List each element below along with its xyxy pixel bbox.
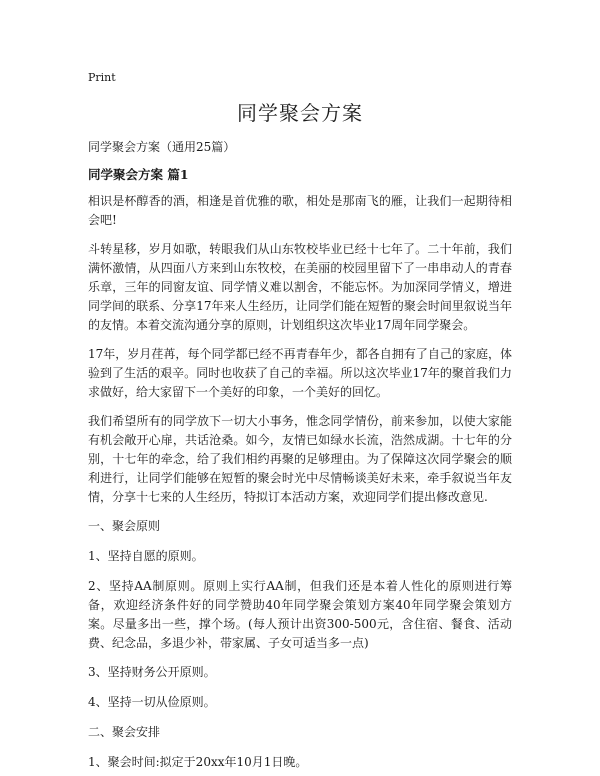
document-title: 同学聚会方案 bbox=[237, 101, 363, 125]
paragraph-background: 斗转星移，岁月如歌，转眼我们从山东牧校毕业已经十七年了。二十年前，我们满怀激情，从四面八方来到山东牧校，在美丽的校园里留下了一串串动人的青春乐章，三年的同窗友谊、同学情义难以割舍，不能忘怀。为加深同学情义，增进同学间的联系、分享17年来人生经历，让同学们能在短暂的聚会时间里叙说当年的友情。本着交流沟通分享的原则，计划组织这次毕业17周年同学聚会。 bbox=[88, 242, 512, 332]
paragraph-intro: 相识是杯醇香的酒，相逢是首优雅的歌，相处是那南飞的雁，让我们一起期待相会吧! bbox=[88, 194, 512, 227]
arrangement-time: 1、聚会时间:拟定于20xx年10月1日晚。 bbox=[88, 755, 308, 769]
principle-frugal: 4、坚持一切从俭原则。 bbox=[88, 695, 216, 709]
section-heading: 同学聚会方案 篇1 bbox=[88, 167, 189, 182]
principle-aa: 2、坚持AA制原则。原则上实行AA制，但我们还是本着人性化的原则进行筹备，欢迎经济条件好的同学赞助40年同学聚会策划方案40年同学聚会策划方案。尽量多出一些，撑个场。(每人预计出资300-500元，含住宿、餐食、活动费、纪念品，多退少补，带家属、子女可适当多一点) bbox=[88, 579, 512, 650]
heading-principles: 一、聚会原则 bbox=[88, 519, 161, 533]
paragraph-invitation: 我们希望所有的同学放下一切大小事务，惟念同学情份，前来参加，以使大家能有机会敞开心扉，共话沧桑。如今，友情已如绿水长流，浩然成湖。十七年的分别，十七年的牵念，给了我们相约再聚的足够理由。为了保障这次同学聚会的顺利进行，让同学们能够在短暂的聚会时光中尽情畅谈美好未来，牵手叙说当年友情，分享十七来的人生经历，特拟订本活动方案，欢迎同学们提出修改意见. bbox=[88, 414, 512, 504]
paragraph-seventeen-years: 17年，岁月荏苒，每个同学都已经不再青春年少，都各自拥有了自己的家庭，体验到了生活的艰辛。同时也收获了自己的幸福。所以这次毕业17年的聚首我们力求做好，给大家留下一个美好的印象，一个美好的回忆。 bbox=[88, 347, 512, 399]
document-subtitle: 同学聚会方案（通用25篇） bbox=[88, 140, 236, 154]
principle-finance: 3、坚持财务公开原则。 bbox=[88, 665, 216, 679]
principle-voluntary: 1、坚持自愿的原则。 bbox=[88, 549, 204, 563]
print-link[interactable]: Print bbox=[88, 71, 116, 84]
heading-arrangements: 二、聚会安排 bbox=[88, 725, 161, 739]
